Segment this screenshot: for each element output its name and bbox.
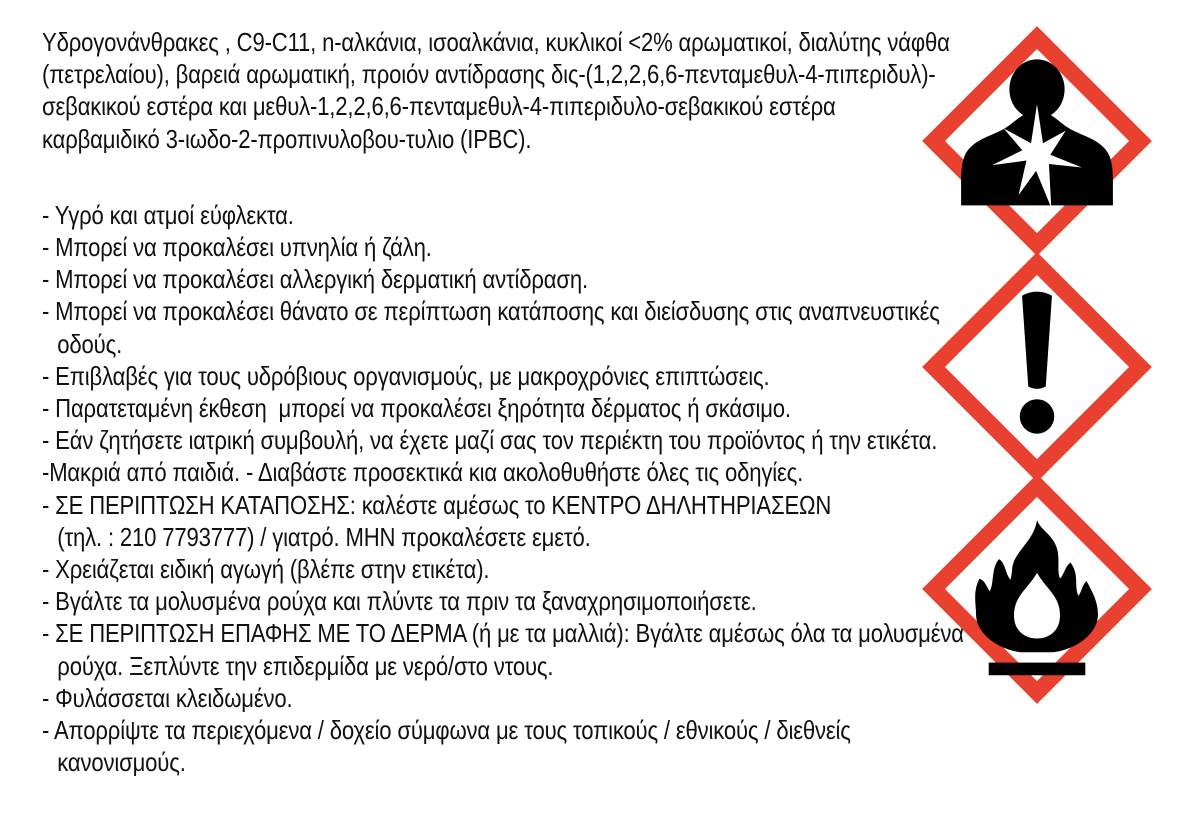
statement-line: (τηλ. : 210 7793777) / γιατρό. ΜΗΝ προκαλέσετε εμετό. [57,521,591,552]
description-line: (πετρελαίου), βαρειά αρωματική, προιόν αντίδρασης δις-(1,2,2,6,6-πενταμεθυλ-4-πιπεριδυλ)- [42,59,936,90]
statement-line: - Βγάλτε τα μολυσμένα ρούχα και πλύντε τα πριν τα ξαναχρησιμοποιήσετε. [42,586,757,617]
statement-line: - Μπορεί να προκαλέσει υπνηλία ή ζάλη. [42,232,432,263]
hazard-statements-list [42,199,1003,779]
health-hazard-icon [922,26,1152,256]
substance-description [42,26,1003,155]
statement-line: κανονισμούς. [57,747,186,778]
statement-line: ρούχα. Ξεπλύντε την επιδερμίδα με νερό/στο ντους. [57,650,554,681]
statement-line: - Χρειάζεται ειδική αγωγή (βλέπε στην ετικέτα). [42,554,490,585]
description-line: καρβαμιδικό 3-ιωδο-2-προπινυλοβου-τυλιο (IPBC). [42,123,532,154]
statement-line: - Φυλάσσεται κλειδωμένο. [42,682,293,713]
exclamation-pictogram [922,252,1152,482]
flame-pictogram [922,474,1152,704]
health-hazard-pictogram [922,26,1152,256]
statement-line: - Παρατεταμένη έκθεση μπορεί να προκαλέσει ξηρότητα δέρματος ή σκάσιμο. [42,393,791,424]
description-line: Υδρογονάνθρακες , C9-C11, n-αλκάνια, ισοαλκάνια, κυκλικοί <2% αρωματικοί, διαλύτης νάφθα [42,27,950,57]
statement-line: - Επιβλαβές για τους υδρόβιους οργανισμούς, με μακροχρόνιες επιπτώσεις. [42,360,770,391]
statement-line: - Απορρίψτε τα περιεχόμενα / δοχείο σύμφωνα με τους τοπικούς / εθνικούς / διεθνείς [42,715,851,746]
statement-line: - ΣΕ ΠΕΡΙΠΤΩΣΗ ΕΠΑΦΗΣ ΜΕ ΤΟ ΔΕΡΜΑ (ή με τα μαλλιά): Βγάλτε αμέσως όλα τα μολυσμένα [42,618,964,649]
statement-line: οδούς. [57,328,123,359]
statement-line: -Μακριά από παιδιά. - Διαβάστε προσεκτικά κια ακολοθυθήστε όλες τις οδηγίες. [42,457,804,488]
flame-icon [922,474,1152,704]
exclamation-icon [922,252,1152,482]
statement-line: - Μπορεί να προκαλέσει θάνατο σε περίπτωση κατάποσης και διείσδυσης στις αναπνευστικές [42,296,940,327]
statement-line: - ΣΕ ΠΕΡΙΠΤΩΣΗ ΚΑΤΑΠΟΣΗΣ: καλέστε αμέσως το ΚΕΝΤΡΟ ΔΗΛΗΤΗΡΙΑΣΕΩΝ [42,489,832,520]
statement-line: - Μπορεί να προκαλέσει αλλεργική δερματική αντίδραση. [42,264,588,295]
statement-line: - Εάν ζητήσετε ιατρική συμβουλή, να έχετε μαζί σας τον περιέκτη του προϊόντος ή την ετικέτα. [42,425,938,456]
statement-line: - Υγρό και ατμοί εύφλεκτα. [42,199,294,230]
label-text-column [42,26,1003,778]
description-line: σεβακικού εστέρα και μεθυλ-1,2,2,6,6-πενταμεθυλ-4-πιπεριδυλο-σεβακικού εστέρα [42,91,836,122]
